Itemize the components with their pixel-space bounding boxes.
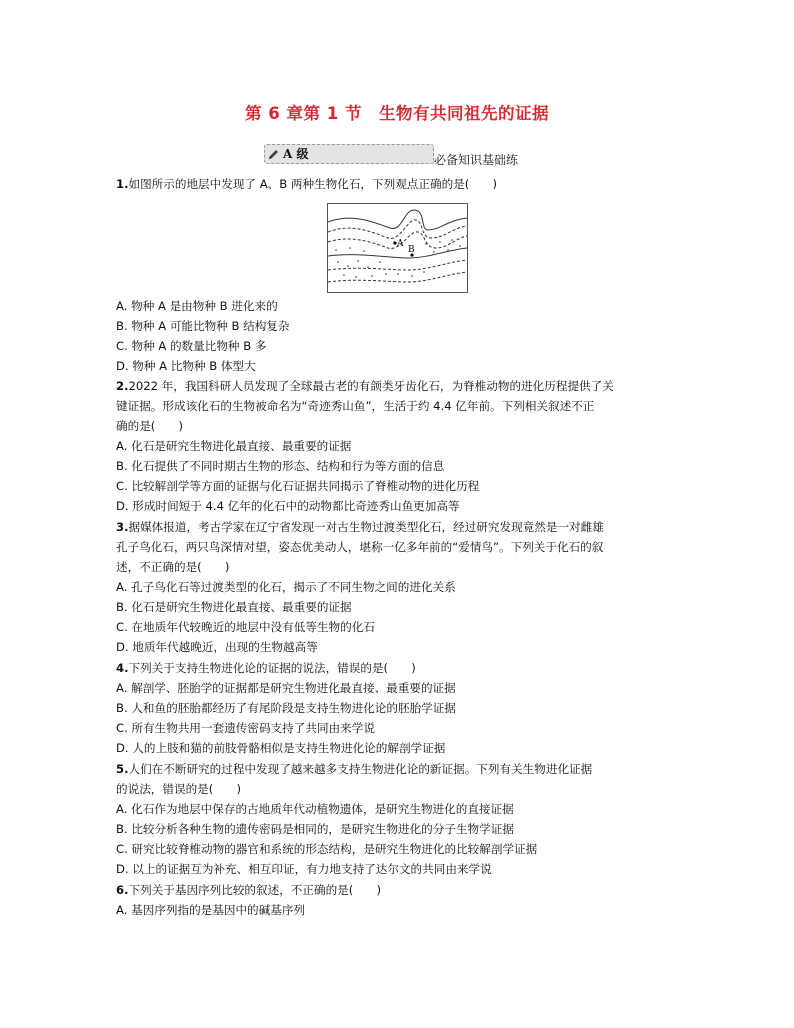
question-line: 确的是( ) (116, 419, 184, 433)
option-line: D. 物种 A 比物种 B 体型大 (116, 359, 256, 373)
level-label: A 级 (283, 147, 309, 161)
fossil-a-label: A (397, 239, 404, 249)
page-title: 第 6 章第 1 节 生物有共同祖先的证据 (245, 104, 549, 123)
option-line: C. 比较解剖学等方面的证据与化石证据共同揭示了脊椎动物的进化历程 (116, 479, 480, 493)
option-line: B. 比较分析各种生物的遗传密码是相同的，是研究生物进化的分子生物学证据 (116, 822, 514, 836)
option-line: D. 人的上肢和猫的前肢骨骼相似是支持生物进化论的解剖学证据 (116, 741, 446, 755)
question-line: 孔子鸟化石，两只鸟深情对望，姿态优美动人，堪称一亿多年前的“爱情鸟”。下列关于化石的叙 (116, 540, 604, 554)
question-line: 3.据媒体报道，考古学家在辽宁省发现一对古生物过渡类型化石，经过研究发现竟然是一对雌雄 (116, 520, 604, 534)
level-badge (264, 144, 434, 164)
option-line: A. 化石作为地层中保存的古地质年代动植物遗体，是研究生物进化的直接证据 (116, 802, 514, 816)
option-line: C. 所有生物共用一套遗传密码支持了共同由来学说 (116, 721, 375, 735)
section-header (264, 143, 564, 167)
strata-diagram (328, 204, 467, 292)
question-line: 2.2022 年，我国科研人员发现了全球最古老的有颌类牙齿化石，为脊椎动物的进化历程提供了关 (116, 379, 614, 393)
pencil-icon (268, 148, 280, 160)
option-line: D. 以上的证据互为补充、相互印证，有力地支持了达尔文的共同由来学说 (116, 862, 492, 876)
level-subtitle: 必备知识基础练 (434, 153, 519, 167)
question-line: 键证据。形成该化石的生物被命名为“奇迹秀山鱼”，生活于约 4.4 亿年前。下列相关叙述不正 (116, 399, 595, 413)
option-line: A. 化石是研究生物进化最直接、最重要的证据 (116, 439, 352, 453)
option-line: A. 解剖学、胚胎学的证据都是研究生物进化最直接、最重要的证据 (116, 681, 456, 695)
question-line: 的说法，错误的是( ) (116, 782, 241, 796)
question-line: 6.下列关于基因序列比较的叙述，不正确的是( ) (116, 883, 382, 897)
option-line: D. 地质年代越晚近，出现的生物越高等 (116, 640, 318, 654)
strata-figure (327, 203, 468, 293)
option-line: C. 在地质年代较晚近的地层中没有低等生物的化石 (116, 620, 375, 634)
option-line: A. 孔子鸟化石等过渡类型的化石，揭示了不同生物之间的进化关系 (116, 580, 456, 594)
option-line: B. 化石提供了不同时期古生物的形态、结构和行为等方面的信息 (116, 459, 445, 473)
option-line: A. 基因序列指的是基因中的碱基序列 (116, 903, 306, 917)
option-line: D. 形成时间短于 4.4 亿年的化石中的动物都比奇迹秀山鱼更加高等 (116, 499, 460, 513)
option-line: B. 物种 A 可能比物种 B 结构复杂 (116, 319, 290, 333)
option-line: A. 物种 A 是由物种 B 进化来的 (116, 299, 278, 313)
option-line: C. 物种 A 的数量比物种 B 多 (116, 339, 267, 353)
fossil-b-label: B (408, 245, 415, 255)
question-line: 述，不正确的是( ) (116, 560, 230, 574)
option-line: B. 人和鱼的胚胎都经历了有尾阶段是支持生物进化论的胚胎学证据 (116, 701, 456, 715)
option-line: C. 研究比较脊椎动物的器官和系统的形态结构，是研究生物进化的比较解剖学证据 (116, 842, 538, 856)
question-line: 4.下列关于支持生物进化论的证据的说法，错误的是( ) (116, 661, 416, 675)
question-line: 5.人们在不断研究的过程中发现了越来越多支持生物进化论的新证据。下列有关生物进化证据 (116, 762, 593, 776)
option-line: B. 化石是研究生物进化最直接、最重要的证据 (116, 600, 352, 614)
question-line: 1.如图所示的地层中发现了 A、B 两种生物化石，下列观点正确的是( ) (116, 177, 498, 191)
